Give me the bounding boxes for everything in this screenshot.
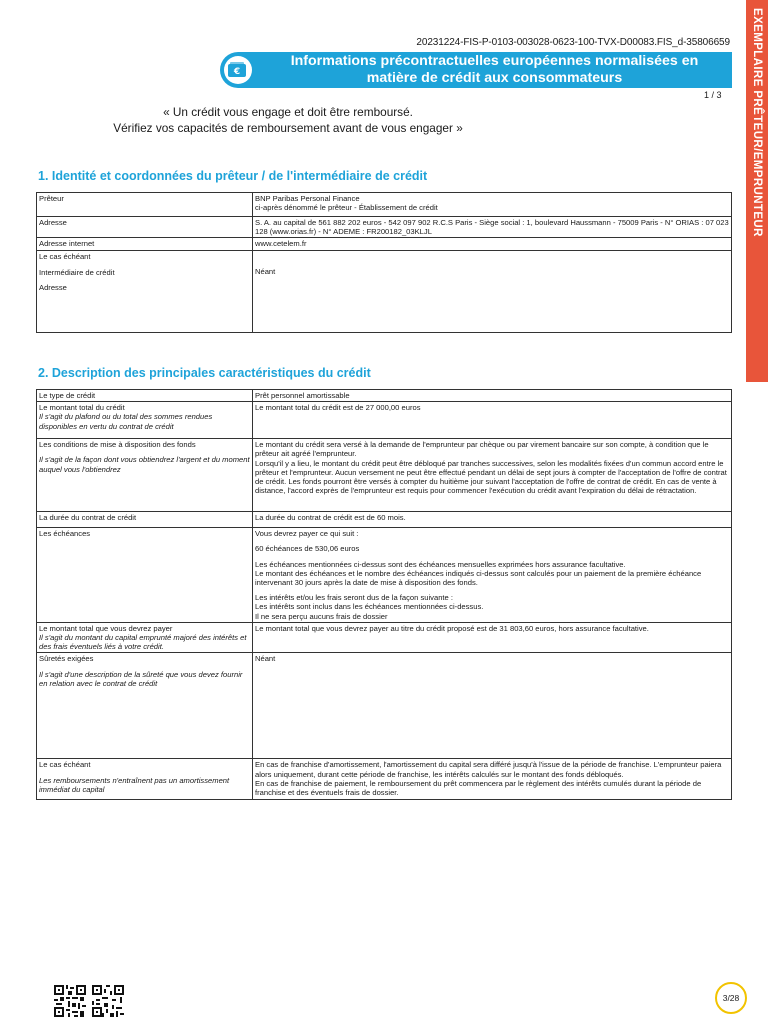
preteur-value: BNP Paribas Personal Finance ci-après dénommé le prêteur - Établissement de crédit — [253, 193, 732, 217]
document-reference: 20231224-FIS-P-0103-003028-0623-100-TVX-D00083.FIS_d-35806659 — [416, 37, 730, 48]
total-value: Le montant total que vous devrez payer au titre du crédit proposé est de 31 803,60 euros, hors assurance facultative. — [253, 622, 732, 653]
table-row — [37, 390, 732, 402]
intermediaire-labels: Le cas échéant Intermédiaire de crédit Adresse — [37, 251, 253, 333]
table-row — [37, 759, 732, 800]
intermediaire-value: Néant — [253, 251, 732, 333]
table-row — [37, 528, 732, 623]
wallet-euro-icon — [224, 56, 252, 84]
franchise-value: En cas de franchise d'amortissement, l'amortissement du capital sera différé jusqu'à l'issue de la période de franchise. L'emprunteur paiera alors uniquement, durant cette période de franchise, les intérêts calculés sur le montant des fonds débloqués. En cas de franchise de paiement, le remboursement du prêt commencera par le règlement des intérêts cumulés durant la période de franchise et des éventuels frais de dossier. — [253, 759, 732, 800]
internet-value: www.cetelem.fr — [253, 238, 732, 251]
suretes-label: Sûretés exigées Il s'agit d'une description de la sûreté que vous devez fournir en relation avec le contrat de crédit — [37, 653, 253, 759]
preteur-label: Prêteur — [37, 193, 253, 217]
lender-identity-table — [36, 192, 732, 333]
conditions-value: Le montant du crédit sera versé à la demande de l'emprunteur par chèque ou par virement bancaire sur son compte, à condition que le prêteur ait agréé l'emprunteur. Lorsqu'il y a lieu, le montant du crédit peut être débloqué par tranches successives, selon les modalités fixées d'un commun accord entre le prêteur et l'emprunteur. Aucun versement ne peut être effectué pendant un délai de sept jours à compter de l'acceptation de l'offre de contrat de crédit. Les fonds pourront être versés à compter du huitième jour suivant l'acceptation de l'offre de contrat de crédit. En cas de vente à distance, l'accord exprès de l'emprunteur est requis pour commencer l'exécution du crédit avant l'expiration du délai de rétractation. — [253, 439, 732, 512]
adresse-value: S. A. au capital de 561 882 202 euros - 542 097 902 R.C.S Paris - Siège social : 1, boulevard Haussmann - 75009 Paris - N° ORIAS : 07 023 128 (www.orias.fr) - N° ADEME : FR200182_03KLJL — [253, 217, 732, 238]
echeances-value: Vous devrez payer ce qui suit : 60 échéances de 530,06 euros Les échéances mentionnées ci-dessus sont des échéances mensuelles exprimées hors assurance facultative. Le montant des échéances et le nombre des échéances indiqués ci-dessus sont calculés pour un paiement de la première échéance intervenant 30 jours après la date de mise à disposition des fonds. Les intérêts et/ou les frais seront dus de la façon suivante : Les intérêts sont inclus dans les échéances mentionnées ci-dessus. Il ne sera perçu aucuns frais de dossier — [253, 528, 732, 623]
section1-heading: 1. Identité et coordonnées du prêteur / de l'intermédiaire de crédit — [38, 169, 428, 183]
table-row — [37, 402, 732, 439]
section2-heading: 2. Description des principales caractéristiques du crédit — [38, 366, 371, 380]
table-row — [37, 622, 732, 653]
table-row — [37, 193, 732, 217]
credit-characteristics-table — [36, 389, 732, 800]
qr-code-icon — [54, 985, 86, 1017]
suretes-value: Néant — [253, 653, 732, 759]
svg-text:€: € — [233, 67, 241, 77]
table-row — [37, 251, 732, 333]
page-badge: 3/28 — [715, 982, 747, 1014]
conditions-label: Les conditions de mise à disposition des fonds Il s'agit de la façon dont vous obtiendrez l'argent et du moment auquel vous l'obtiendrez — [37, 439, 253, 512]
qr-code-icon — [92, 985, 124, 1017]
franchise-label: Le cas échéant Les remboursements n'entraînent pas un amortissement immédiat du capital — [37, 759, 253, 800]
montant-label: Le montant total du crédit Il s'agit du plafond ou du total des sommes rendues disponibles en vertu du contrat de crédit — [37, 402, 253, 439]
table-row — [37, 439, 732, 512]
document-title: Informations précontractuelles européennes normalisées en matière de crédit aux consommateurs — [290, 53, 699, 86]
table-row — [37, 238, 732, 251]
title-banner — [220, 52, 732, 88]
type-value: Prêt personnel amortissable — [253, 390, 732, 402]
duree-value: La durée du contrat de crédit est de 60 mois. — [253, 512, 732, 528]
adresse-label: Adresse — [37, 217, 253, 238]
montant-value: Le montant total du crédit est de 27 000,00 euros — [253, 402, 732, 439]
side-label-band — [746, 0, 768, 382]
table-row — [37, 217, 732, 238]
page-indicator: 1 / 3 — [704, 90, 722, 100]
table-row — [37, 512, 732, 528]
internet-label: Adresse internet — [37, 238, 253, 251]
type-label: Le type de crédit — [37, 390, 253, 402]
echeances-label: Les échéances — [37, 528, 253, 623]
table-row — [37, 653, 732, 759]
warning-quote: « Un crédit vous engage et doit être remboursé. Vérifiez vos capacités de remboursement avant de vous engager » — [113, 105, 463, 135]
total-label: Le montant total que vous devrez payer Il s'agit du montant du capital emprunté majoré des intérêts et des frais éventuels liés à votre crédit. — [37, 622, 253, 653]
duree-label: La durée du contrat de crédit — [37, 512, 253, 528]
side-label: EXEMPLAIRE PRÊTEUR/EMPRUNTEUR — [751, 8, 763, 237]
